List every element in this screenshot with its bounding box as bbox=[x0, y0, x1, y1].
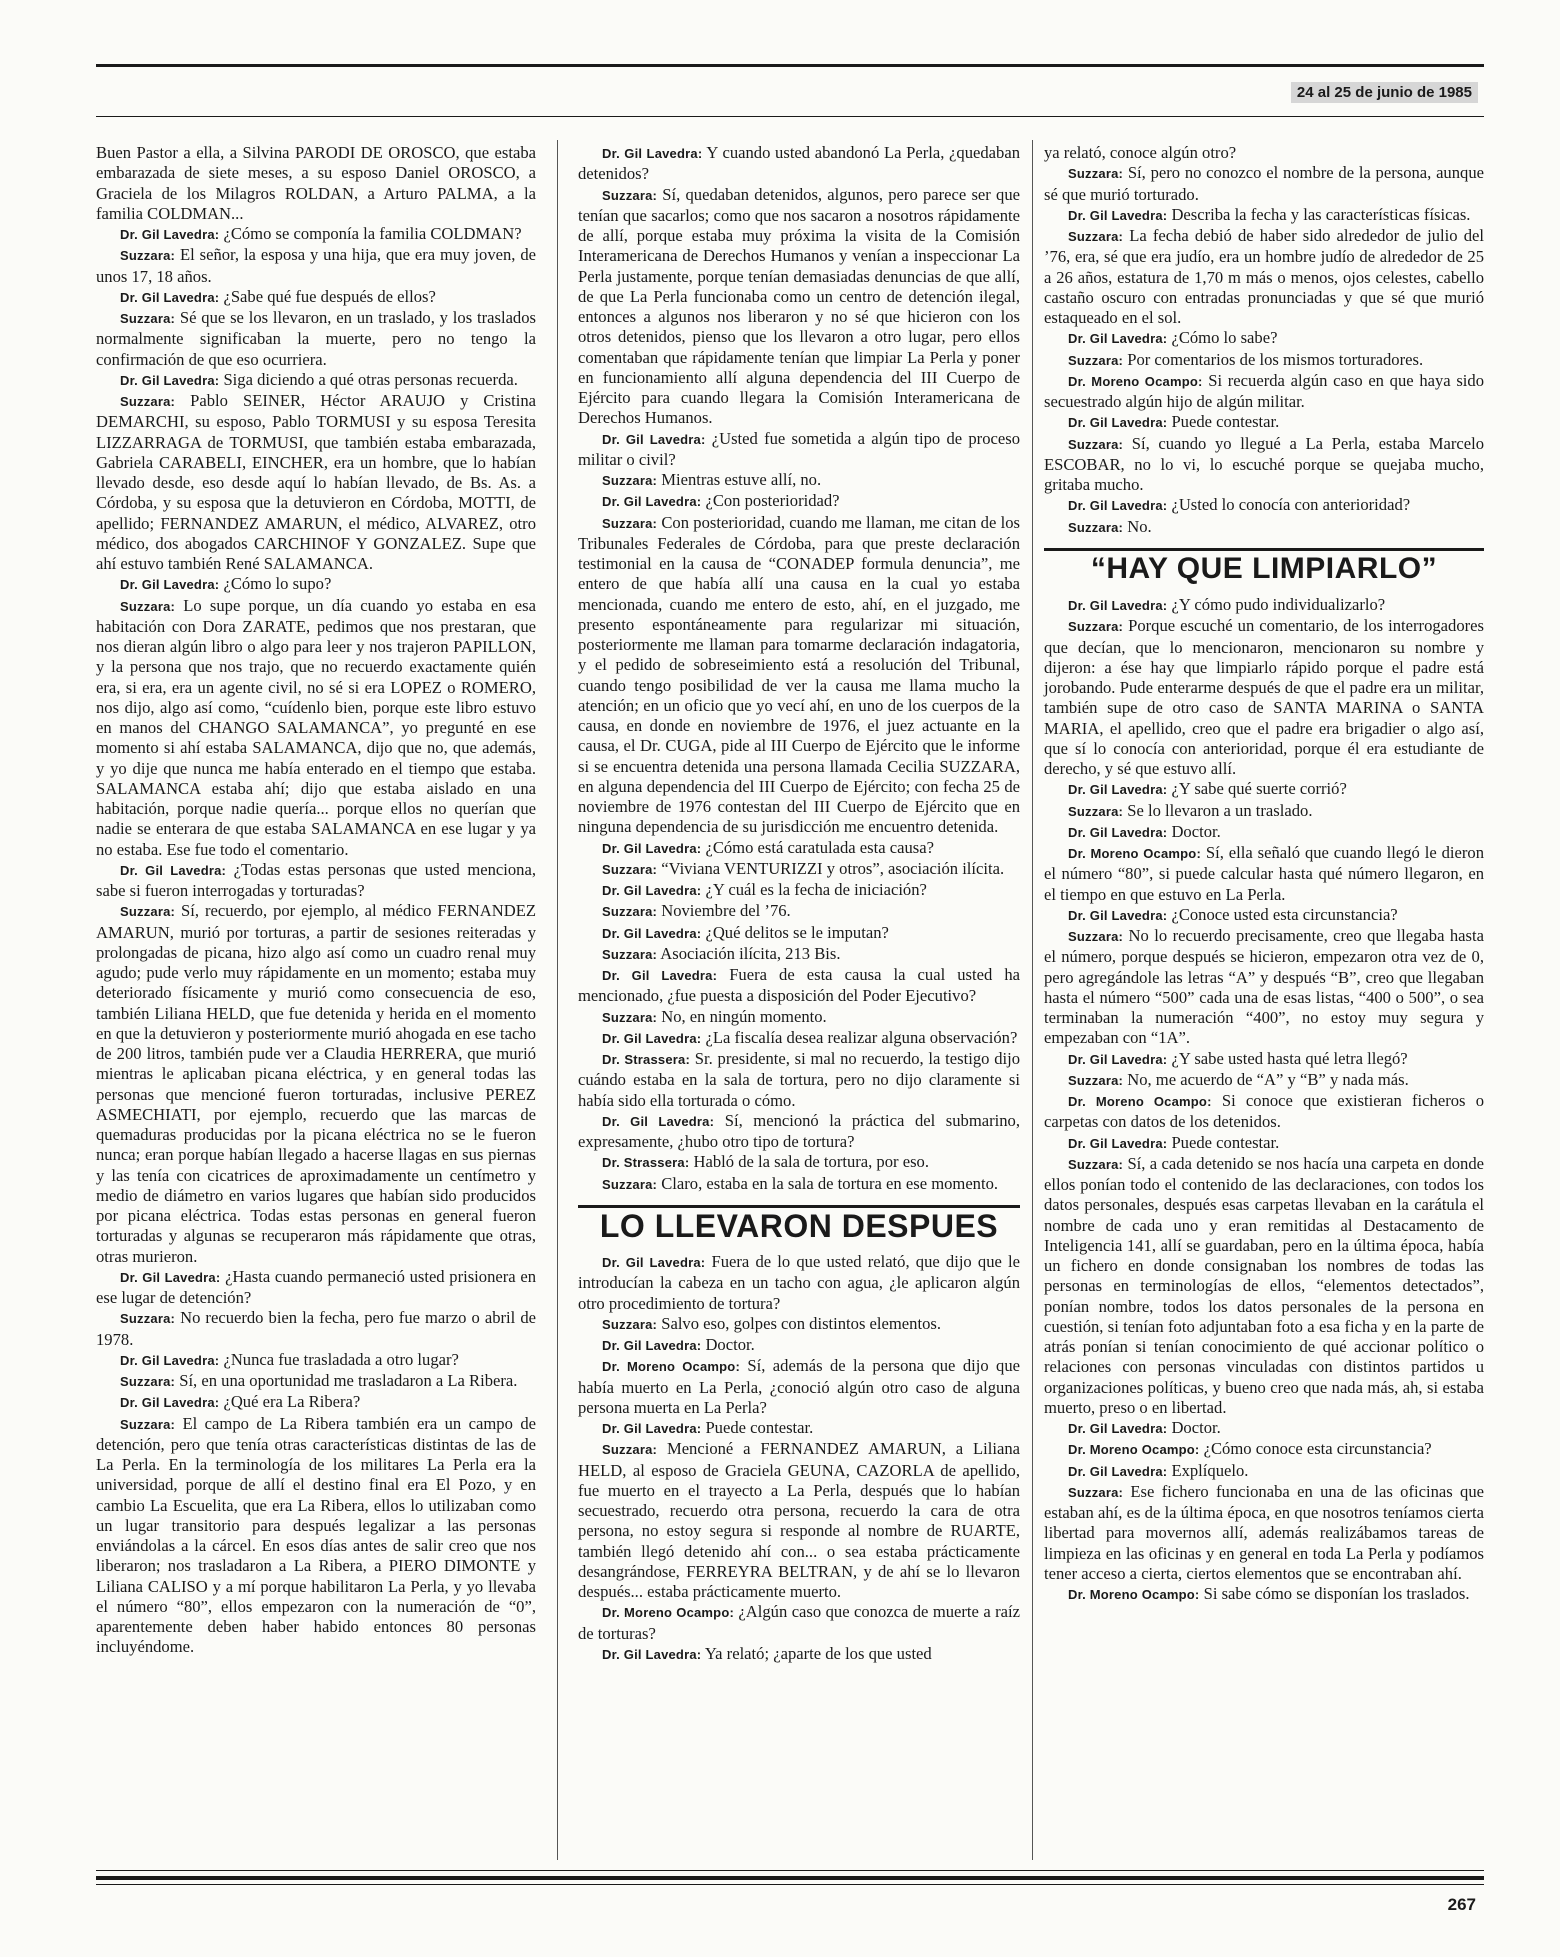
transcript-paragraph bbox=[578, 880, 1020, 901]
speaker-label: Dr. Gil Lavedra: bbox=[602, 1255, 706, 1270]
paragraph-text: Pablo SEINER, Héctor ARAUJO y Cristina DEMARCHI, su esposo, Pablo TORMUSI y su esposa Teresita LIZZARRAGA de TORMUSI, que también estaba embarazada, Gabriela CARABELI, EINCHER, era un hombre, que lo habían llevado desde, eso desde aquí lo habían llevado, de Bs. As. a Córdoba, y su esposa que la detuvieron en Córdoba, MOTTI, de apellido; FERNANDEZ AMARUN, el médico, ALVAREZ, otro médico, dos abogados CARCHINOF Y GONZALEZ. Supe que ahí estuvo también René SALAMANCA. bbox=[96, 391, 536, 573]
paragraph-text: Doctor. bbox=[705, 1335, 755, 1354]
transcript-paragraph bbox=[96, 574, 536, 595]
transcript-paragraph bbox=[578, 1174, 1020, 1195]
paragraph-text: Si recuerda algún caso en que haya sido secuestrado algún hijo de algún militar. bbox=[1044, 370, 1484, 411]
speaker-label: Suzzara: bbox=[602, 187, 658, 203]
transcript-paragraph bbox=[1044, 517, 1484, 538]
speaker-label: Dr. Gil Lavedra: bbox=[602, 968, 718, 983]
speaker-label: Dr. Moreno Ocampo: bbox=[1068, 373, 1203, 389]
speaker-label: Dr. Gil Lavedra: bbox=[1068, 331, 1168, 347]
paragraph-text: Sí, mencionó la práctica del submarino, expresamente, ¿hubo otro tipo de tortura? bbox=[578, 1110, 1020, 1151]
heading-rule bbox=[1044, 548, 1484, 551]
paragraph-text: Doctor. bbox=[1171, 1418, 1221, 1437]
transcript-paragraph bbox=[578, 185, 1020, 429]
transcript-paragraph bbox=[1044, 205, 1484, 226]
paragraph-text: Lo supe porque, un día cuando yo estaba en esa habitación con Dora ZARATE, pedimos que nos prestaran, que nos dieran algún libro o algo para leer y nos trajeron PAPILLON, y la persona que nos trajo, que no recuerdo exactamente quién era, si era, era un agente civil, no sé si era LOPEZ o ROMERO, nos dijo, algo así como, “cuídenlo bien, porque este libro estuvo en manos del CHANGO SALAMANCA”, yo pregunté en ese momento si ahí estaba SALAMANCA, dijo que no, que además, y yo dije que nunca me había enterado en el tiempo que estaba. SALAMANCA estaba ahí; dijo que estaba aislado en una habitación, porque nadie quería... porque ellos no querían que nadie se enterara de que estaba SALAMANCA en ese lugar y ya no estaba. Ese fue todo el comentario. bbox=[96, 595, 536, 859]
transcript-paragraph bbox=[1044, 350, 1484, 371]
transcript-paragraph bbox=[578, 1314, 1020, 1335]
paragraph-text: No lo recuerdo precisamente, creo que llegaba hasta el número, porque después se hicieron, empezaron otra vez de 0, pero agregándole las letras “A” y después “B”, creo que llegaban hasta el número “500” cada una de esas listas, “400 o 500”, o sea terminaban la numeración “400”, no estoy muy segura y empezaban con “1A”. bbox=[1044, 926, 1484, 1048]
speaker-label: Suzzara: bbox=[120, 248, 176, 264]
bottom-rule-thick bbox=[96, 1876, 1484, 1880]
page-number: 267 bbox=[1447, 1895, 1476, 1914]
paragraph-text: Explíquelo. bbox=[1171, 1460, 1249, 1480]
transcript-paragraph bbox=[1044, 1418, 1484, 1439]
transcript-paragraph bbox=[578, 1049, 1020, 1111]
paragraph-text: Con posterioridad, cuando me llaman, me citan de los Tribunales Federales de Córdoba, para que preste declaración testimonial en la causa de “CONADEP formula denuncia”, me entero de que había allí una causa en la cual yo estaba mencionada, cuando me entero de esto, ahí, en el juzgado, me presento espontáneamente para regularizar mi situación, posteriormente me llaman para tomarme declaración indagatoria, y el pedido de sobreseimiento está a resolución del Tribunal, cuando tengo posibilidad de ver la causa me llama mucho la atención; en un oficio que yo vecí ahí, en uno de los cuerpos de la causa, en donde en noviembre de 1976, el juez actuante en la causa, el Dr. CUGA, pide al III Cuerpo de Ejército que le informe si se encuentra detenida una persona llamada Cecilia SUZZARA, en alguna dependencia del III Cuerpo de Ejército; con fecha 25 de noviembre de 1976 contestan del III Cuerpo de Ejército que en ninguna dependencia de su jurisdicción me encuentro detenida. bbox=[578, 512, 1020, 837]
paragraph-text: No recuerdo bien la fecha, pero fue marzo o abril de 1978. bbox=[96, 1308, 536, 1349]
top-rule-thin bbox=[96, 116, 1484, 117]
transcript-paragraph bbox=[1044, 1584, 1484, 1605]
speaker-label: Dr. Gil Lavedra: bbox=[120, 372, 220, 388]
speaker-label: Dr. Gil Lavedra: bbox=[602, 494, 702, 510]
transcript-paragraph bbox=[578, 944, 1020, 965]
speaker-label: Suzzara: bbox=[1068, 436, 1124, 452]
paragraph-text: ¿Cómo lo sabe? bbox=[1171, 328, 1278, 348]
transcript-paragraph bbox=[96, 1350, 536, 1371]
transcript-paragraph bbox=[1044, 1482, 1484, 1584]
paragraph-text: Sí, ella señaló que cuando llegó le dieron el número “80”, si puede calcular hasta qué número llegaron, en el tiempo en que estuvo en La Perla. bbox=[1044, 843, 1484, 904]
paragraph-text: Puede contestar. bbox=[1171, 412, 1280, 432]
transcript-paragraph bbox=[578, 513, 1020, 838]
transcript-paragraph bbox=[96, 1392, 536, 1413]
paragraph-text: Siga diciendo a qué otras personas recuerda. bbox=[223, 369, 518, 389]
speaker-label: Suzzara: bbox=[602, 946, 658, 962]
paragraph-text: Buen Pastor a ella, a Silvina PARODI DE OROSCO, que estaba embarazada de siete meses, a su esposo Daniel OROSCO, a Graciela de los Milagros ROLDAN, a Arturo PALMA, a la familia COLDMAN... bbox=[96, 143, 536, 223]
transcript-paragraph bbox=[96, 224, 536, 245]
speaker-label: Dr. Moreno Ocampo: bbox=[1068, 1094, 1212, 1109]
paragraph-text: El campo de La Ribera también era un campo de detención, pero que tenía otras características distintas de las de La Perla. En la terminología de los militares La Perla era la universidad, porque de allí el destino final era El Pozo, y en cambio La Escuelita, que era La Ribera, ellos lo utilizaban como un lugar transitorio para después legalizar a las personas enviándolas a la cárcel. En esos días antes de salir creo que nos liberaron; nos trasladaron a La Ribera, a PIERO DIMONTE y Liliana CALISO y a mí porque habilitaron La Perla, y yo llevaba el número “80”, ellos empezaron con la numeración de “0”, aparentemente deben haber habido entonces 80 personas incluyéndome. bbox=[96, 1413, 536, 1657]
transcript-paragraph bbox=[96, 596, 536, 860]
speaker-label: Dr. Strassera: bbox=[602, 1052, 690, 1067]
speaker-label: Dr. Gil Lavedra: bbox=[602, 1030, 702, 1046]
transcript-paragraph bbox=[1044, 434, 1484, 496]
speaker-label: Suzzara: bbox=[1068, 229, 1124, 244]
paragraph-text: Sr. presidente, si mal no recuerdo, la testigo dijo cuándo estaba en la sala de tortura, pero no dijo claramente si había sido ella torturada o cómo. bbox=[578, 1049, 1021, 1110]
paragraph-text: Noviembre del ’76. bbox=[661, 901, 791, 921]
paragraph-text: Sí, quedaban detenidos, algunos, pero parece ser que tenían que sacarlos; como que nos sacaron a nosotros rápidamente de allí, porque estaba muy próxima la visita de la Comisión Interamericana de Derechos Humanos y venían a inspeccionar La Perla justamente, porque tenían demasiadas denuncias de que allí, de que La Perla funcionaba como un centro de detención ilegal, entonces a algunos nos liberaron y no sé que hicieron con los otros detenidos, pienso que los llevaron a otro lugar, pero ellos comentaban que rápidamente tenían que limpiar La Perla y poner en funcionamiento allí alguna dependencia del III Cuerpo de Ejército para cuando llegara la Comisión Interamericana de Derechos Humanos. bbox=[578, 184, 1020, 428]
transcript-paragraph bbox=[96, 308, 536, 370]
paragraph-text: ¿Cómo se componía la familia COLDMAN? bbox=[223, 224, 522, 243]
paragraph-text: ¿Y sabe qué suerte corrió? bbox=[1171, 779, 1347, 799]
speaker-label: Dr. Gil Lavedra: bbox=[120, 862, 227, 878]
speaker-label: Dr. Gil Lavedra: bbox=[120, 577, 220, 593]
speaker-label: Suzzara: bbox=[1068, 803, 1124, 819]
paragraph-text: Puede contestar. bbox=[705, 1418, 814, 1437]
speaker-label: Suzzara: bbox=[602, 473, 658, 488]
paragraph-text: Porque escuché un comentario, de los interrogadores que decían, que lo mencionaron, mencionaron su nombre y dijeron: a ése hay que limpiarlo rápido porque el padre está jorobando. Pude enterarme después de que el padre era un militar, también supe de otro caso de SANTA MARINA o SANTA MARIA, el apellido, creo que el padre era brigadier o algo así, que sí lo conocía con anterioridad, porque él era estudiante de derecho, y sé que estuvo allí. bbox=[1044, 616, 1484, 778]
paragraph-text: Fuera de lo que usted relató, que dijo que le introducían la cabeza en un tacho con agua, ¿le aplicaron algún otro procedimiento de tortura? bbox=[578, 1252, 1020, 1313]
column-divider-2 bbox=[1032, 140, 1033, 1860]
paragraph-text: ¿Algún caso que conozca de muerte a raíz de torturas? bbox=[578, 1602, 1020, 1643]
transcript-paragraph bbox=[578, 923, 1020, 944]
transcript-paragraph bbox=[1044, 1049, 1484, 1070]
transcript-paragraph bbox=[578, 1644, 1020, 1665]
column-divider-1 bbox=[557, 140, 558, 1860]
speaker-label: Suzzara: bbox=[602, 1442, 658, 1458]
speaker-label: Suzzara: bbox=[602, 1316, 658, 1332]
transcript-paragraph bbox=[1044, 328, 1484, 349]
speaker-label: Dr. Gil Lavedra: bbox=[602, 1113, 715, 1129]
speaker-label: Dr. Gil Lavedra: bbox=[1068, 1463, 1168, 1479]
transcript-paragraph bbox=[1044, 495, 1484, 516]
paragraph-text: No. bbox=[1127, 516, 1152, 536]
speaker-label: Dr. Gil Lavedra: bbox=[602, 431, 706, 447]
speaker-label: Dr. Gil Lavedra: bbox=[1068, 1135, 1168, 1151]
section-heading bbox=[1044, 548, 1484, 585]
speaker-label: Dr. Gil Lavedra: bbox=[1068, 1421, 1168, 1436]
speaker-label: Dr. Gil Lavedra: bbox=[1068, 598, 1168, 613]
paragraph-text: Mencioné a FERNANDEZ AMARUN, a Liliana HELD, al esposo de Graciela GEUNA, CAZORLA de apellido, fue muerto en el trayecto a La Perla, después que lo habían secuestrado, recuerdo otra persona, recuerdo la cara de otra persona, no estoy segura si responde al nombre de RUARTE, también llegó detenido ahí con... o sea estaba prácticamente desangrándose, FERREYRA BELTRAN, y de ahí se lo llevaron después... estaba prácticamente muerto. bbox=[578, 1439, 1020, 1601]
paragraph-text: ¿Y cuál es la fecha de iniciación? bbox=[705, 880, 927, 899]
paragraph-text: Doctor. bbox=[1171, 821, 1221, 841]
paragraph-text: “Viviana VENTURIZZI y otros”, asociación ilícita. bbox=[661, 858, 1005, 878]
speaker-label: Suzzara: bbox=[1068, 166, 1124, 182]
paragraph-text: Sí, en una oportunidad me trasladaron a La Ribera. bbox=[179, 1371, 518, 1390]
transcript-paragraph bbox=[1044, 1461, 1484, 1482]
transcript-paragraph bbox=[578, 1439, 1020, 1602]
paragraph-text: Sí, recuerdo, por ejemplo, al médico FERNANDEZ AMARUN, murió por torturas, a partir de sesiones reiteradas y prolongadas de picana, hizo algo así como un cuadro renal muy agudo; pude verlo muy rápidamente en un momento; estaba muy deteriorado físicamente y murió como consecuencia de eso, también Liliana HELD, que fue detenida y herida en el momento en que la detuvieron y posteriormente murió ahogada en ese tacho de 200 litros, también pude ver a Claudia HERRERA, que murió mientras le aplicaban picana eléctrica, y en general todas las personas que mencioné fueron torturadas, inclusive PEREZ ASMECHIATI, por ejemplo, recuerdo que las marcas de quemaduras producidas por la picana eléctrica no se le fueron nunca; eran porque habían llegado a hacerse llagas en sus piernas y las tenía con cicatrices de aproximadamente un centímetro y medio de diámetro en varios lugares que habían sido producidos por picana eléctrica. Todas estas personas en general fueron torturadas y algunas se recuperaron más rápidamente que otras, otras murieron. bbox=[96, 901, 536, 1266]
speaker-label: Dr. Moreno Ocampo: bbox=[602, 1359, 740, 1375]
speaker-label: Dr. Moreno Ocampo: bbox=[1068, 1587, 1200, 1602]
paragraph-text: Fuera de esta causa la cual usted ha mencionado, ¿fue puesta a disposición del Poder Ejecutivo? bbox=[578, 965, 1020, 1006]
speaker-label: Dr. Gil Lavedra: bbox=[1068, 498, 1168, 514]
transcript-paragraph bbox=[96, 1267, 536, 1309]
paragraph-text: Salvo eso, golpes con distintos elementos. bbox=[661, 1313, 941, 1333]
transcript-paragraph bbox=[1044, 143, 1484, 163]
top-rule-thick bbox=[96, 64, 1484, 67]
paragraph-text: La fecha debió de haber sido alrededor de julio del ’76, era, sé que era judío, era un hombre judío de alrededor de 25 a 26 años, estatura de 1,70 m más o menos, ojos celestes, cabello castaño oscuro con entradas pronunciadas y que sé que murió estaqueado en el sol. bbox=[1044, 226, 1484, 327]
paragraph-text: No, en ningún momento. bbox=[661, 1006, 827, 1026]
transcript-paragraph bbox=[96, 860, 536, 902]
speaker-label: Dr. Gil Lavedra: bbox=[120, 1269, 221, 1285]
transcript-paragraph bbox=[1044, 926, 1484, 1049]
speaker-label: Dr. Moreno Ocampo: bbox=[1068, 1442, 1200, 1458]
column-2 bbox=[578, 143, 1020, 1665]
paragraph-text: ¿Todas estas personas que usted menciona, sabe si fueron interrogadas y torturadas? bbox=[96, 859, 536, 900]
paragraph-text: ¿Cómo está caratulada esta causa? bbox=[705, 837, 934, 857]
issue-date: 24 al 25 de junio de 1985 bbox=[1291, 82, 1478, 103]
transcript-paragraph bbox=[578, 1335, 1020, 1356]
transcript-paragraph bbox=[96, 1308, 536, 1350]
speaker-label: Suzzara: bbox=[1068, 519, 1124, 535]
transcript-paragraph bbox=[1044, 1154, 1484, 1418]
speaker-label: Dr. Gil Lavedra: bbox=[602, 1421, 702, 1436]
transcript-paragraph bbox=[96, 287, 536, 308]
paragraph-text: Describa la fecha y las características físicas. bbox=[1171, 204, 1471, 224]
transcript-paragraph bbox=[578, 838, 1020, 859]
speaker-label: Suzzara: bbox=[120, 1416, 176, 1432]
transcript-paragraph bbox=[1044, 1070, 1484, 1091]
speaker-label: Suzzara: bbox=[120, 1311, 176, 1327]
speaker-label: Dr. Gil Lavedra: bbox=[1068, 1051, 1168, 1067]
transcript-paragraph bbox=[96, 901, 536, 1267]
paragraph-text: Sí, cuando yo llegué a La Perla, estaba Marcelo ESCOBAR, no lo vi, lo escuché porque se quejaba mucho, gritaba mucho. bbox=[1044, 433, 1484, 494]
transcript-paragraph bbox=[1044, 1091, 1484, 1133]
transcript-paragraph bbox=[1044, 822, 1484, 843]
transcript-paragraph bbox=[1044, 1439, 1484, 1460]
heading-text: “HAY QUE LIMPIARLO” bbox=[1090, 551, 1438, 585]
paragraph-text: ¿Y cómo pudo individualizarlo? bbox=[1171, 595, 1386, 614]
speaker-label: Dr. Strassera: bbox=[602, 1155, 690, 1171]
speaker-label: Suzzara: bbox=[1068, 619, 1124, 635]
paragraph-text: Mientras estuve allí, no. bbox=[661, 470, 822, 489]
speaker-label: Dr. Gil Lavedra: bbox=[602, 840, 702, 856]
paragraph-text: ¿Nunca fue trasladada a otro lugar? bbox=[223, 1349, 459, 1369]
paragraph-text: ¿Qué era La Ribera? bbox=[223, 1392, 361, 1412]
speaker-label: Dr. Gil Lavedra: bbox=[602, 146, 703, 161]
transcript-paragraph bbox=[578, 901, 1020, 922]
transcript-paragraph bbox=[578, 1252, 1020, 1314]
transcript-paragraph bbox=[578, 491, 1020, 512]
transcript-paragraph bbox=[1044, 412, 1484, 433]
transcript-paragraph bbox=[1044, 616, 1484, 779]
paragraph-text: ¿Con posterioridad? bbox=[705, 491, 840, 511]
paragraph-text: ¿Qué delitos se le imputan? bbox=[705, 922, 889, 942]
speaker-label: Suzzara: bbox=[1068, 929, 1124, 944]
speaker-label: Suzzara: bbox=[120, 1374, 176, 1389]
paragraph-text: ¿Cómo lo supo? bbox=[223, 574, 332, 594]
transcript-paragraph bbox=[1044, 371, 1484, 413]
speaker-label: Suzzara: bbox=[602, 861, 658, 877]
speaker-label: Dr. Gil Lavedra: bbox=[120, 1352, 220, 1368]
transcript-paragraph bbox=[578, 1028, 1020, 1049]
paragraph-text: Por comentarios de los mismos torturadores. bbox=[1127, 349, 1424, 369]
transcript-paragraph bbox=[578, 859, 1020, 880]
bottom-rule-thin-2 bbox=[96, 1884, 1484, 1885]
speaker-label: Dr. Gil Lavedra: bbox=[602, 925, 702, 941]
speaker-label: Suzzara: bbox=[1068, 1072, 1124, 1088]
paragraph-text: Sí, pero no conozco el nombre de la persona, aunque sé que murió torturado. bbox=[1044, 163, 1484, 204]
paragraph-text: ¿Usted lo conocía con anterioridad? bbox=[1171, 495, 1411, 515]
transcript-paragraph bbox=[1044, 905, 1484, 926]
transcript-paragraph bbox=[578, 965, 1020, 1007]
transcript-paragraph bbox=[578, 1152, 1020, 1173]
paragraph-text: Y cuando usted abandonó La Perla, ¿quedaban detenidos? bbox=[578, 143, 1020, 184]
speaker-label: Dr. Gil Lavedra: bbox=[1068, 782, 1168, 798]
paragraph-text: Ya relató; ¿aparte de los que usted bbox=[704, 1643, 932, 1663]
transcript-paragraph bbox=[578, 143, 1020, 185]
transcript-paragraph bbox=[578, 470, 1020, 491]
heading-text: LO LLEVARON DESPUES bbox=[599, 1207, 999, 1244]
transcript-paragraph bbox=[578, 1356, 1020, 1418]
paragraph-text: Sé que se los llevaron, en un traslado, y los traslados normalmente significaban la muerte, pero no tengo la confirmación de que eso ocurriera. bbox=[96, 308, 536, 369]
transcript-paragraph bbox=[96, 143, 536, 224]
bottom-rule-thin bbox=[96, 1870, 1484, 1871]
paragraph-text: Sí, además de la persona que dijo que había muerto en La Perla, ¿conoció algún otro caso de alguna persona muerta en La Perla? bbox=[578, 1356, 1021, 1417]
paragraph-text: Ese fichero funcionaba en una de las oficinas que estaban ahí, es de la última época, en que nosotros teníamos cierta libertad para movernos allí, además realizábamos tareas de limpieza en las oficinas y en general en toda La Perla y podíamos tener acceso a cierta, ciertos elementos que se encontraban ahí. bbox=[1044, 1481, 1484, 1583]
paragraph-text: Claro, estaba en la sala de tortura en ese momento. bbox=[661, 1173, 999, 1193]
transcript-paragraph bbox=[578, 1602, 1020, 1644]
paragraph-text: ¿Sabe qué fue después de ellos? bbox=[223, 286, 436, 306]
transcript-paragraph bbox=[1044, 779, 1484, 800]
speaker-label: Suzzara: bbox=[120, 311, 176, 326]
speaker-label: Dr. Gil Lavedra: bbox=[602, 1338, 702, 1353]
speaker-label: Dr. Gil Lavedra: bbox=[1068, 415, 1168, 431]
paragraph-text: Puede contestar. bbox=[1171, 1132, 1280, 1152]
transcript-paragraph bbox=[578, 1111, 1020, 1153]
transcript-paragraph bbox=[96, 245, 536, 287]
paragraph-text: ¿Y sabe usted hasta qué letra llegó? bbox=[1171, 1048, 1408, 1068]
speaker-label: Dr. Gil Lavedra: bbox=[1068, 907, 1168, 923]
column-1 bbox=[96, 143, 536, 1658]
paragraph-text: Si sabe cómo se disponían los traslados. bbox=[1203, 1584, 1470, 1603]
transcript-paragraph bbox=[96, 370, 536, 391]
speaker-label: Dr. Gil Lavedra: bbox=[120, 289, 220, 305]
paragraph-text: Habló de la sala de tortura, por eso. bbox=[693, 1152, 929, 1172]
speaker-label: Suzzara: bbox=[602, 1009, 658, 1025]
speaker-label: Suzzara: bbox=[120, 394, 176, 409]
paragraph-text: ¿Usted fue sometida a algún tipo de proceso militar o civil? bbox=[578, 428, 1020, 469]
paragraph-text: Asociación ilícita, 213 Bis. bbox=[660, 943, 841, 963]
column-3 bbox=[1044, 143, 1484, 1605]
speaker-label: Dr. Gil Lavedra: bbox=[120, 227, 220, 242]
paragraph-text: ¿Conoce usted esta circunstancia? bbox=[1171, 904, 1398, 924]
transcript-paragraph bbox=[1044, 1133, 1484, 1154]
paragraph-text: ¿La fiscalía desea realizar alguna observación? bbox=[705, 1027, 1018, 1047]
transcript-paragraph bbox=[96, 391, 536, 574]
speaker-label: Suzzara: bbox=[1068, 1484, 1124, 1500]
paragraph-text: No, me acuerdo de “A” y “B” y nada más. bbox=[1127, 1069, 1409, 1089]
section-heading bbox=[578, 1205, 1020, 1244]
transcript-paragraph bbox=[1044, 843, 1484, 905]
speaker-label: Suzzara: bbox=[602, 904, 658, 920]
speaker-label: Dr. Moreno Ocampo: bbox=[602, 1605, 734, 1621]
speaker-label: Dr. Gil Lavedra: bbox=[1068, 207, 1168, 223]
speaker-label: Dr. Gil Lavedra: bbox=[120, 1395, 220, 1411]
transcript-paragraph bbox=[1044, 163, 1484, 205]
paragraph-text: ¿Hasta cuando permaneció usted prisionera en ese lugar de detención? bbox=[96, 1266, 536, 1307]
speaker-label: Suzzara: bbox=[1068, 352, 1124, 368]
speaker-label: Dr. Gil Lavedra: bbox=[602, 1646, 702, 1662]
speaker-label: Suzzara: bbox=[1068, 1156, 1124, 1172]
speaker-label: Dr. Moreno Ocampo: bbox=[1068, 846, 1201, 861]
speaker-label: Suzzara: bbox=[602, 1176, 658, 1192]
transcript-paragraph bbox=[578, 1418, 1020, 1439]
speaker-label: Dr. Gil Lavedra: bbox=[602, 883, 702, 898]
paragraph-text: El señor, la esposa y una hija, que era muy joven, de unos 17, 18 años. bbox=[96, 245, 536, 286]
speaker-label: Suzzara: bbox=[120, 904, 176, 920]
paragraph-text: ya relató, conoce algún otro? bbox=[1044, 143, 1237, 162]
paragraph-text: Si conoce que existieran ficheros o carpetas con datos de los detenidos. bbox=[1044, 1091, 1484, 1132]
paragraph-text: Se lo llevaron a un traslado. bbox=[1127, 800, 1313, 820]
transcript-paragraph bbox=[578, 429, 1020, 471]
transcript-paragraph bbox=[96, 1371, 536, 1392]
transcript-paragraph bbox=[1044, 595, 1484, 616]
speaker-label: Dr. Gil Lavedra: bbox=[1068, 824, 1168, 840]
transcript-paragraph bbox=[96, 1414, 536, 1658]
transcript-paragraph bbox=[1044, 226, 1484, 328]
speaker-label: Suzzara: bbox=[120, 598, 176, 614]
transcript-paragraph bbox=[578, 1007, 1020, 1028]
paragraph-text: ¿Cómo conoce esta circunstancia? bbox=[1203, 1439, 1432, 1459]
paragraph-text: Sí, a cada detenido se nos hacía una carpeta en donde ellos ponían todo el contenido de las declaraciones, con todos los datos personales, después esas carpetas llevaban en la carátula el nombre de cada uno y eran remitidas al Destacamento de Inteligencia 141, allí se guardaban, pero en la última época, había un fichero en donde consignaban los nombres de todas las personas en terminologías de ellos, “elementos detectados”, ponían nombre, todos los datos personales de la persona en cuestión, si tenían foto adjuntaban foto a esa ficha y en la parte de atrás ponían si tenían conocimiento de qué accionar político o relaciones con personas vinculadas con distintos partidos u organizaciones políticas, y bueno creo que nada más, ah, si estaba muerto, preso o en libertad. bbox=[1044, 1153, 1484, 1417]
transcript-paragraph bbox=[1044, 801, 1484, 822]
speaker-label: Suzzara: bbox=[602, 515, 658, 531]
